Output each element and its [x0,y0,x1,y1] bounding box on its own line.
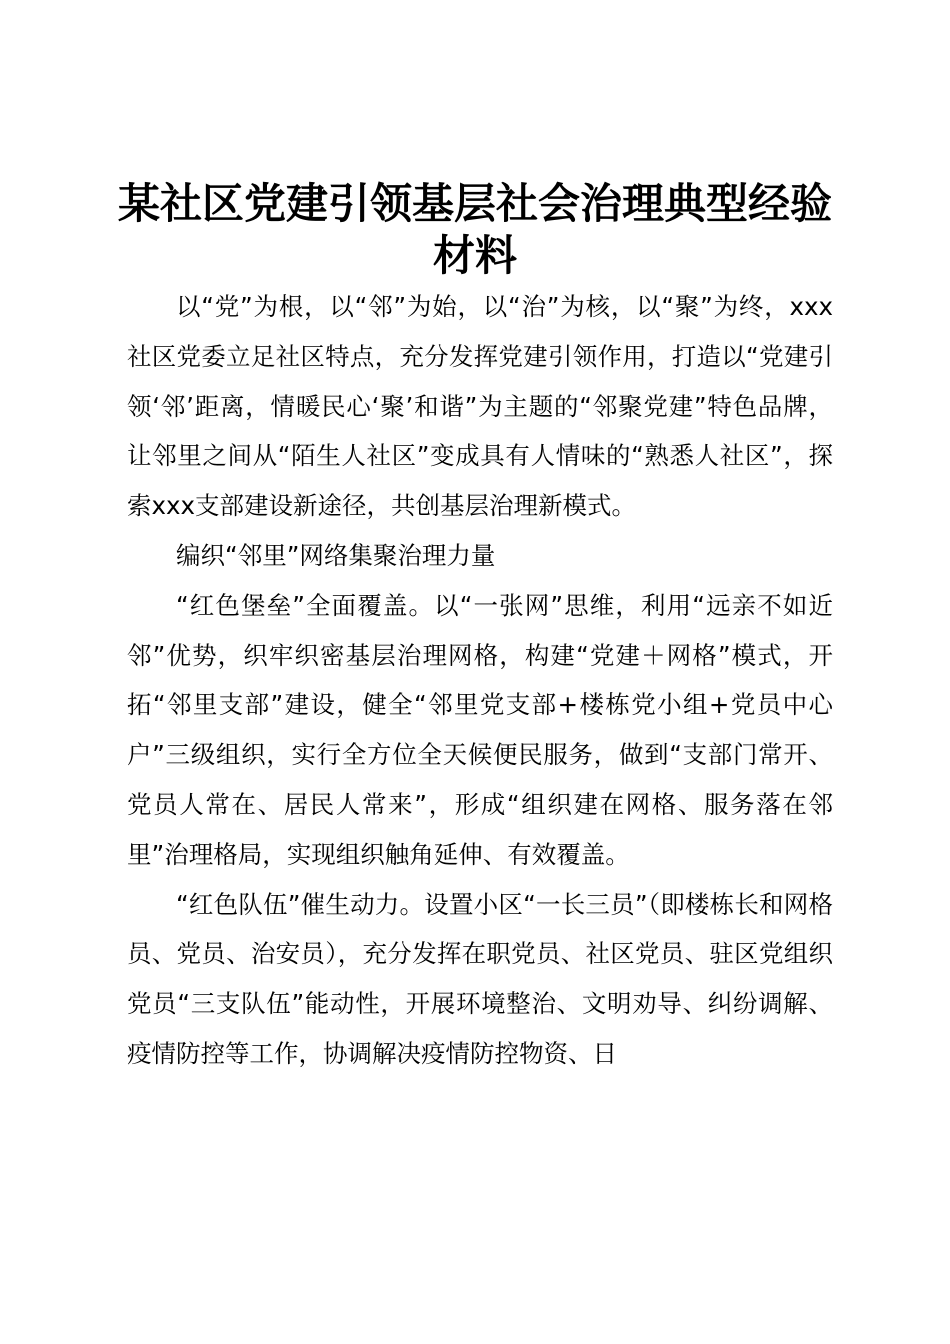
paragraph-red-fortress: “红色堡垒”全面覆盖。以“一张网”思维，利用“远亲不如近邻”优势，织牢织密基层治理网格，构建“党建＋网格”模式，开拓“邻里支部”建设，健全“邻里党支部+楼栋党小组+党员中心户”三级组织，实行全方位全天候便民服务，做到“支部门常开、党员人常在、居民人常来”，形成“组织建在网格、服务落在邻里”治理格局，实现组织触角延伸、有效覆盖。 [127,590,833,869]
document-body [127,282,833,1079]
paragraph-red-team: “红色队伍”催生动力。设置小区“一长三员”（即楼栋长和网格员、党员、治安员），充分发挥在职党员、社区党员、驻区党组织党员“三支队伍”能动性，开展环境整治、文明劝导、纠纷调解、疫情防控等工作，协调解决疫情防控物资、日 [127,889,833,1068]
document-title: 某社区党建引领基层社会治理典型经验材料 [117,179,832,280]
section-heading: 编织“邻里”网络集聚治理力量 [176,540,496,570]
paragraph-intro: 以“党”为根，以“邻”为始，以“治”为核，以“聚”为终，xxx社区党委立足社区特点，充分发挥党建引领作用，打造以“党建引领‘邻’距离，情暖民心‘聚’和谐”为主题的“邻聚党建”特色品牌，让邻里之间从“陌生人社区”变成具有人情味的“熟悉人社区”，探索xxx支部建设新途径，共创基层治理新模式。 [127,292,833,521]
